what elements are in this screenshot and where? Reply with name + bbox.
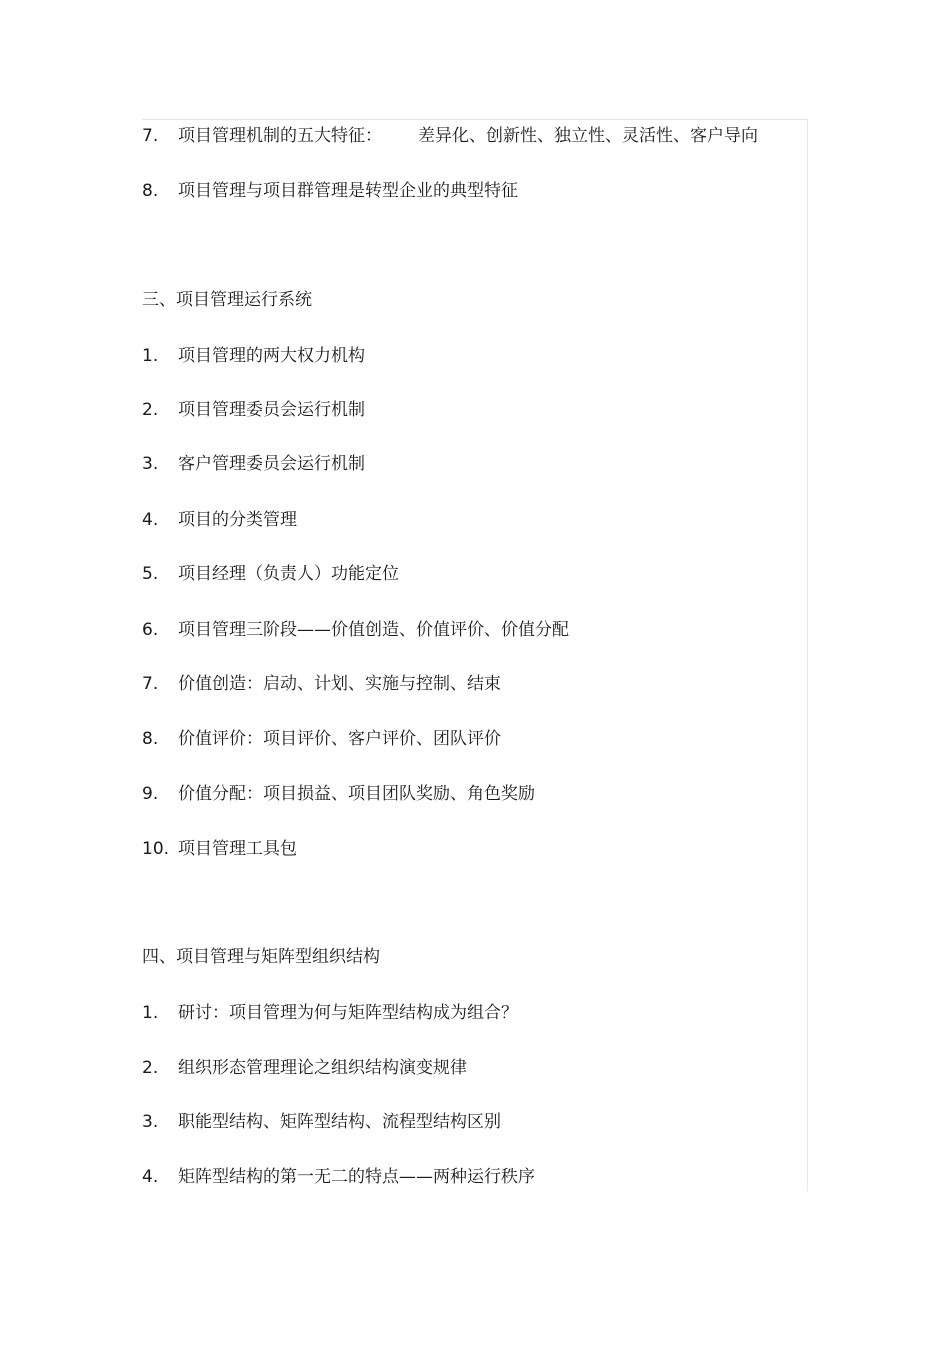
- list-item-number: 5.: [142, 564, 159, 584]
- list-item: [142, 562, 399, 586]
- list-item: [142, 727, 501, 751]
- list-item-number: 1.: [142, 346, 159, 366]
- list-item-text: 项目管理与项目群管理是转型企业的典型特征: [178, 181, 518, 201]
- list-item: [142, 344, 365, 368]
- list-item-text: 项目管理的两大权力机构: [178, 346, 365, 366]
- list-item: [142, 672, 501, 696]
- page-frame: [142, 119, 808, 1191]
- list-item: [142, 398, 365, 422]
- list-item-number: 3.: [142, 1112, 159, 1132]
- list-item-number: 8.: [142, 729, 159, 749]
- list-item-number: 2.: [142, 400, 159, 420]
- list-item-number: 7.: [142, 674, 159, 694]
- list-item: [142, 179, 518, 203]
- list-item-text: 项目管理机制的五大特征：: [178, 126, 382, 146]
- list-item: [142, 452, 365, 476]
- list-item-number: 2.: [142, 1058, 159, 1078]
- list-item-number: 9.: [142, 784, 159, 804]
- list-item-extra: 差异化、创新性、独立性、灵活性、客户导向: [418, 126, 758, 146]
- list-item-text: 项目经理（负责人）功能定位: [178, 564, 399, 584]
- list-item: [142, 837, 297, 861]
- list-item: [142, 1001, 518, 1025]
- list-item-number: 4.: [142, 1167, 159, 1187]
- list-item-text: 价值创造：启动、计划、实施与控制、结束: [178, 674, 501, 694]
- list-item-text: 研讨：项目管理为何与矩阵型结构成为组合？: [178, 1003, 518, 1023]
- list-item-number: 7.: [142, 126, 159, 146]
- list-item-text: 价值评价：项目评价、客户评价、团队评价: [178, 729, 501, 749]
- list-item-number: 4.: [142, 510, 159, 530]
- list-item-number: 10.: [142, 839, 170, 859]
- section-heading: 三、项目管理运行系统: [142, 290, 312, 310]
- list-item-text: 职能型结构、矩阵型结构、流程型结构区别: [178, 1112, 501, 1132]
- list-item-text: 项目管理工具包: [178, 839, 297, 859]
- list-item-text: 项目管理三阶段——价值创造、价值评价、价值分配: [178, 620, 569, 640]
- section-heading: 四、项目管理与矩阵型组织结构: [142, 947, 380, 967]
- list-item: [142, 1165, 535, 1189]
- list-item-text: 项目管理委员会运行机制: [178, 400, 365, 420]
- list-item-text: 矩阵型结构的第一无二的特点——两种运行秩序: [178, 1167, 535, 1187]
- list-item-text: 价值分配：项目损益、项目团队奖励、角色奖励: [178, 784, 535, 804]
- list-item-number: 1.: [142, 1003, 159, 1023]
- list-item: [142, 1110, 501, 1134]
- list-item-number: 8.: [142, 181, 159, 201]
- list-item-text: 客户管理委员会运行机制: [178, 454, 365, 474]
- list-item: [142, 124, 758, 148]
- list-item: [142, 618, 569, 642]
- list-item-text: 项目的分类管理: [178, 510, 297, 530]
- list-item-number: 3.: [142, 454, 159, 474]
- list-item: [142, 508, 297, 532]
- list-item-text: 组织形态管理理论之组织结构演变规律: [178, 1058, 467, 1078]
- list-item: [142, 1056, 467, 1080]
- list-item-number: 6.: [142, 620, 159, 640]
- list-item: [142, 782, 535, 806]
